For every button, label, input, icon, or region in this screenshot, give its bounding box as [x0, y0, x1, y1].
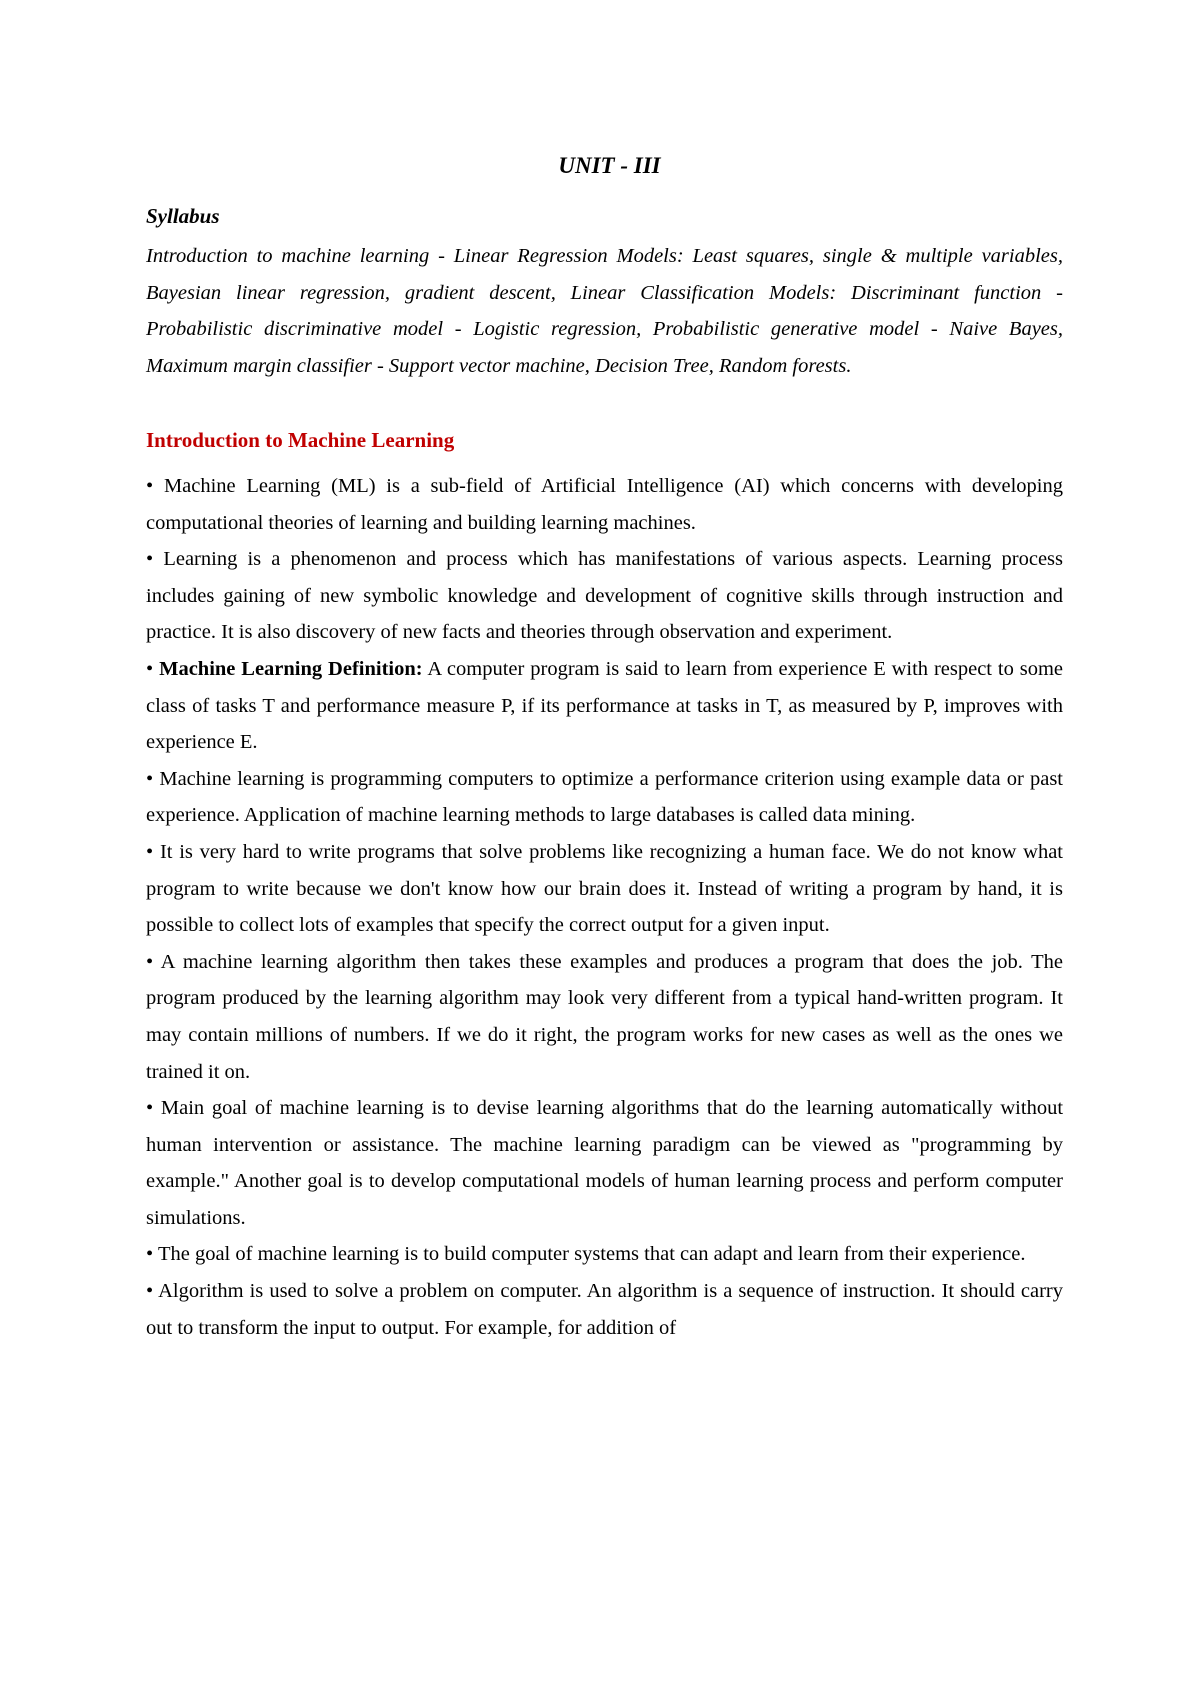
bullet-item — [146, 761, 1063, 834]
bullet-marker: • — [146, 548, 154, 571]
syllabus-label: Syllabus — [146, 204, 220, 228]
bullet-text: Machine learning is programming computers to optimize a performance criterion using example data or past experience. Application of machine learning methods to large databases is called data mining. — [146, 767, 1064, 827]
bullet-marker: • — [146, 1097, 154, 1120]
bullet-item — [146, 468, 1063, 541]
bullet-marker: • — [146, 950, 154, 973]
bullet-marker: • — [146, 767, 154, 790]
bullet-item — [146, 944, 1063, 1090]
bullet-item — [146, 1273, 1063, 1346]
bullet-text: The goal of machine learning is to build computer systems that can adapt and learn from their experience. — [157, 1243, 1026, 1266]
bullet-list — [146, 468, 1063, 1346]
bullet-text: Algorithm is used to solve a problem on computer. An algorithm is a sequence of instruction. It should carry out to transform the input to output. For example, for addition of — [146, 1280, 1064, 1339]
definition-lead: Machine Learning Definition: — [159, 657, 423, 680]
syllabus-text: Introduction to machine learning - Linear Regression Models: Least squares, single & multiple variables, Bayesian linear regression, gradient descent, Linear Classification Models: Discriminant function - Probabilistic discriminative model - Logistic regression, Probabilistic generative model - Naive Bayes, Maximum margin classifier - Support vector machine, Decision Tree, Random forests. — [146, 245, 1063, 377]
section-heading: Introduction to Machine Learning — [146, 428, 455, 452]
bullet-text: A computer program is said to learn from experience E with respect to some class of tasks T and performance measure P, if its performance at tasks in T, as measured by P, improves with experience E. — [146, 657, 1064, 754]
bullet-item — [146, 1090, 1063, 1236]
page-content — [146, 146, 1063, 1346]
bullet-item — [146, 834, 1063, 944]
bullet-text: It is very hard to write programs that solve problems like recognizing a human face. We do not know what program to write because we don't know how our brain does it. Instead of writing a program by hand, it is possible to collect lots of examples that specify the correct output for a given input. — [146, 840, 1064, 937]
bullet-text: Main goal of machine learning is to devise learning algorithms that do the learning automatically without human intervention or assistance. The machine learning paradigm can be viewed as "programming by example." Another goal is to develop computational models of human learning process and perform computer simulations. — [146, 1097, 1064, 1229]
bullet-marker: • — [146, 1243, 154, 1266]
bullet-item — [146, 541, 1063, 651]
bullet-item — [146, 1236, 1063, 1273]
bullet-marker: • — [146, 1280, 154, 1303]
bullet-text: A machine learning algorithm then takes these examples and produces a program that does the job. The program produced by the learning algorithm may look very different from a typical hand-written program. It may contain millions of numbers. If we do it right, the program works for new cases as well as the ones we trained it on. — [146, 950, 1063, 1083]
bullet-text: Learning is a phenomenon and process which has manifestations of various aspects. Learning process includes gaining of new symbolic knowledge and development of cognitive skills through instruction and practice. It is also discovery of new facts and theories through observation and experiment. — [146, 548, 1063, 644]
bullet-marker: • — [146, 657, 154, 680]
bullet-marker: • — [146, 475, 154, 497]
bullet-marker: • — [146, 840, 154, 863]
unit-title: UNIT - III — [558, 153, 661, 178]
bullet-text: Machine Learning (ML) is a sub-field of Artificial Intelligence (AI) which concerns with developing computational theories of learning and building learning machines. — [146, 475, 1063, 534]
bullet-item — [146, 651, 1063, 761]
